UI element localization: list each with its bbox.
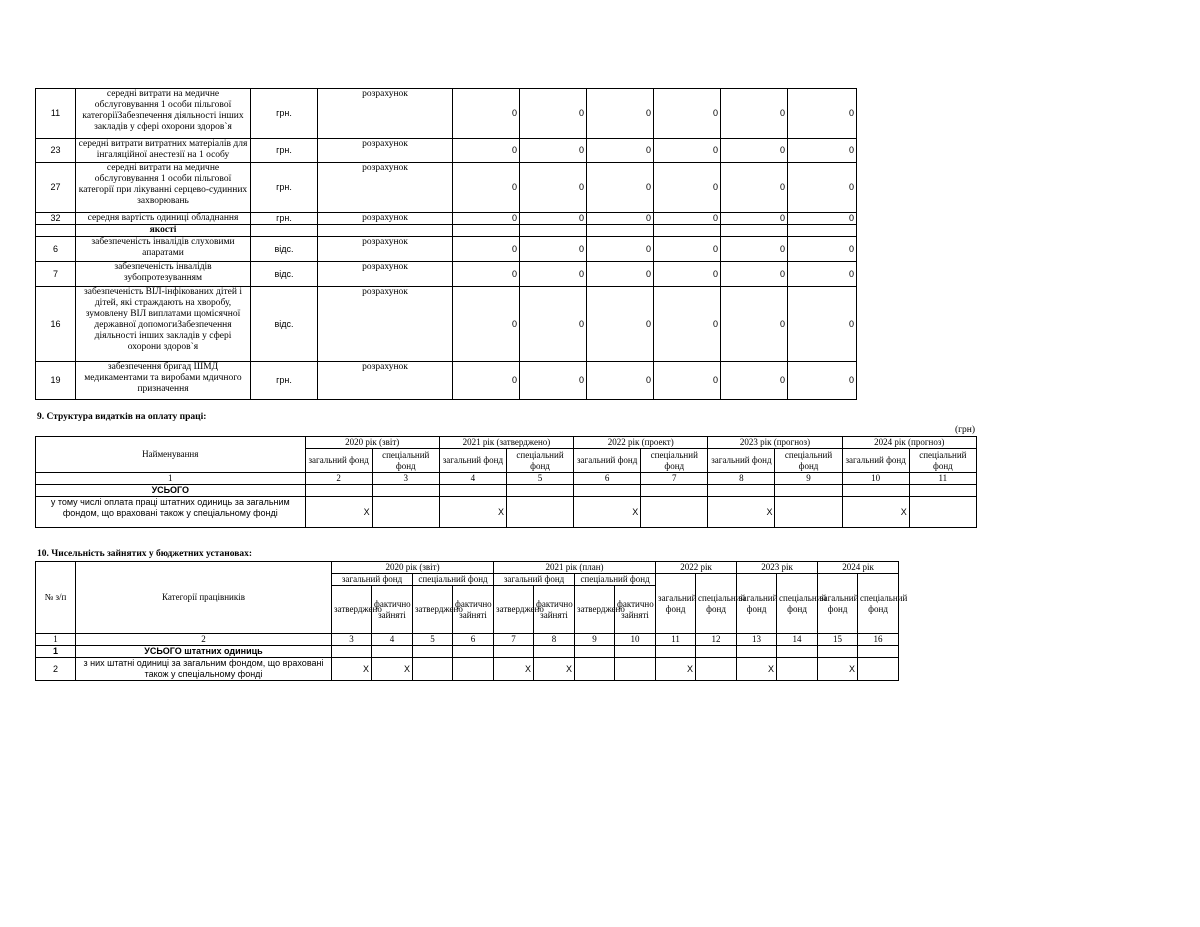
x-mark: X (842, 497, 909, 528)
section-10-title: 10. Чисельність зайнятих у бюджетних установах: (37, 549, 253, 559)
row-num: 6 (36, 237, 76, 262)
table-row (36, 213, 857, 225)
x-mark: X (534, 658, 575, 681)
column-number-row (36, 634, 899, 646)
x-mark: X (708, 497, 775, 528)
staff-count-table (35, 561, 908, 681)
general-fund-header: загальний фонд (708, 449, 775, 473)
col-num: 14 (777, 634, 818, 646)
special-fund-header: спеціальний фонд (575, 574, 656, 586)
value-cell: 0 (721, 262, 788, 287)
value-cell: 0 (788, 287, 857, 362)
value-cell: 0 (788, 262, 857, 287)
salary-structure-table (35, 436, 977, 528)
value-cell: 0 (520, 139, 587, 163)
row-num: 1 (36, 646, 76, 658)
col-num: 1 (36, 473, 306, 485)
value-cell: 0 (587, 89, 654, 139)
unit: відс. (251, 287, 318, 362)
general-fund-header: загальний фонд (494, 574, 575, 586)
value-cell: 0 (587, 163, 654, 213)
value-cell: 0 (453, 213, 520, 225)
value-cell: 0 (520, 262, 587, 287)
general-fund-header: загальний фонд (818, 574, 858, 634)
value-cell: 0 (587, 287, 654, 362)
indicator-name: забезпеченість ВІЛ-інфікованих дітей і дітей, які страждають на хворобу, зумовлену ВІЛ виплатами щомісячної державної допомогиЗабезпечення діяльності інших закладів у сфері охорони здоров`я (76, 287, 251, 362)
value-cell: 0 (721, 139, 788, 163)
table-row (36, 237, 857, 262)
indicator-name: середні витрати на медичне обслуговування 1 особи пільгової категоріїЗабезпечення діяльності інших закладів у сфері охорони здоров`я (76, 89, 251, 139)
indicator-name: забезпеченість інвалідів слуховими апаратами (76, 237, 251, 262)
name-header: Найменування (36, 437, 306, 473)
unit: відс. (251, 262, 318, 287)
year-header: 2023 рік (прогноз) (708, 437, 842, 449)
col-num: 9 (775, 473, 842, 485)
general-fund-header: загальний фонд (305, 449, 372, 473)
value-cell: 0 (587, 139, 654, 163)
row-num: 16 (36, 287, 76, 362)
indicator-name: середні витрати витратних матеріалів для інгаляційної анестезії на 1 особу (76, 139, 251, 163)
year-header: 2020 рік (звіт) (305, 437, 439, 449)
value-cell: 0 (654, 362, 721, 400)
unit: грн. (251, 163, 318, 213)
col-num: 3 (332, 634, 372, 646)
unit: грн. (251, 362, 318, 400)
special-fund-header: спеціальний фонд (506, 449, 573, 473)
value-cell: 0 (587, 262, 654, 287)
table-row (36, 163, 857, 213)
source: розрахунок (318, 237, 453, 262)
col-num: 11 (909, 473, 976, 485)
source: розрахунок (318, 139, 453, 163)
special-fund-header: спеціальний фонд (775, 449, 842, 473)
col-num: 12 (696, 634, 737, 646)
col-num: 6 (574, 473, 641, 485)
table-row (36, 362, 857, 400)
year-header: 2023 рік (737, 562, 818, 574)
year-header: 2024 рік (818, 562, 899, 574)
value-cell: 0 (520, 163, 587, 213)
year-header: 2021 рік (затверджено) (439, 437, 573, 449)
value-cell: 0 (721, 89, 788, 139)
value-cell: 0 (788, 237, 857, 262)
special-fund-header: спеціальний фонд (413, 574, 494, 586)
value-cell: 0 (721, 237, 788, 262)
total-row (36, 646, 899, 658)
special-fund-header: спеціальний фонд (777, 574, 818, 634)
value-cell: 0 (587, 362, 654, 400)
col-num: 5 (506, 473, 573, 485)
total-label: УСЬОГО (36, 485, 306, 497)
table-row (36, 262, 857, 287)
special-fund-header: спеціальний фонд (372, 449, 439, 473)
general-fund-header: загальний фонд (842, 449, 909, 473)
col-num: 10 (842, 473, 909, 485)
indicators-table (35, 88, 857, 400)
value-cell: 0 (788, 163, 857, 213)
value-cell: 0 (721, 163, 788, 213)
source: розрахунок (318, 213, 453, 225)
col-num: 15 (818, 634, 858, 646)
indicator-name: забезпеченість інвалідів зубопротезуванням (76, 262, 251, 287)
actual-header: фактично зайняті (615, 586, 656, 634)
col-num: 8 (708, 473, 775, 485)
source: розрахунок (318, 287, 453, 362)
value-cell: 0 (453, 237, 520, 262)
category-header: Категорії працівників (76, 562, 332, 634)
row-num: 11 (36, 89, 76, 139)
x-mark: X (818, 658, 858, 681)
actual-header: фактично зайняті (453, 586, 494, 634)
year-header: 2024 рік (прогноз) (842, 437, 976, 449)
value-cell: 0 (520, 213, 587, 225)
value-cell: 0 (587, 213, 654, 225)
x-mark: X (494, 658, 534, 681)
col-num: 8 (534, 634, 575, 646)
col-num: 1 (36, 634, 76, 646)
value-cell: 0 (520, 237, 587, 262)
unit: грн. (251, 139, 318, 163)
table-row (36, 658, 899, 681)
table-row (36, 497, 977, 528)
col-num: 6 (453, 634, 494, 646)
row-num: 2 (36, 658, 76, 681)
general-fund-header: загальний фонд (332, 574, 413, 586)
total-label: УСЬОГО штатних одиниць (76, 646, 332, 658)
row-num: 27 (36, 163, 76, 213)
source: розрахунок (318, 262, 453, 287)
source: розрахунок (318, 163, 453, 213)
value-cell: 0 (654, 237, 721, 262)
col-num: 16 (858, 634, 899, 646)
value-cell: 0 (654, 89, 721, 139)
value-cell: 0 (453, 262, 520, 287)
general-fund-header: загальний фонд (737, 574, 777, 634)
row-num: 32 (36, 213, 76, 225)
value-cell: 0 (520, 362, 587, 400)
special-fund-header: спеціальний фонд (696, 574, 737, 634)
group-label: якості (76, 225, 251, 237)
value-cell: 0 (654, 287, 721, 362)
actual-header: фактично зайняті (372, 586, 413, 634)
x-mark: X (656, 658, 696, 681)
row-num: 7 (36, 262, 76, 287)
col-num: 2 (76, 634, 332, 646)
col-num: 7 (641, 473, 708, 485)
x-mark: X (332, 658, 372, 681)
year-header: 2021 рік (план) (494, 562, 656, 574)
x-mark: X (439, 497, 506, 528)
col-num: 7 (494, 634, 534, 646)
special-fund-header: спеціальний фонд (909, 449, 976, 473)
value-cell: 0 (453, 287, 520, 362)
general-fund-header: загальний фонд (574, 449, 641, 473)
indicator-name: забезпечення бригад ШМД медикаментами та виробами мдичного призначення (76, 362, 251, 400)
indicators-table-body (36, 89, 857, 400)
unit-label: (грн) (955, 425, 976, 435)
value-cell: 0 (520, 287, 587, 362)
column-number-row (36, 473, 977, 485)
source: розрахунок (318, 89, 453, 139)
value-cell: 0 (788, 89, 857, 139)
value-cell: 0 (520, 89, 587, 139)
value-cell: 0 (721, 213, 788, 225)
col-num: 3 (372, 473, 439, 485)
year-header: 2022 рік (656, 562, 737, 574)
unit: грн. (251, 213, 318, 225)
approved-header: затверджено (575, 586, 615, 634)
indicator-name: середня вартість одиниці обладнання (76, 213, 251, 225)
approved-header: затверджено (494, 586, 534, 634)
value-cell: 0 (587, 237, 654, 262)
section-9-title: 9. Структура видатків на оплату праці: (37, 412, 207, 422)
x-mark: X (574, 497, 641, 528)
value-cell: 0 (654, 262, 721, 287)
col-num: 4 (439, 473, 506, 485)
group-row (36, 225, 857, 237)
col-num: 5 (413, 634, 453, 646)
value-cell: 0 (788, 139, 857, 163)
value-cell: 0 (721, 362, 788, 400)
x-mark: X (737, 658, 777, 681)
unit: грн. (251, 89, 318, 139)
special-fund-header: спеціальний фонд (641, 449, 708, 473)
approved-header: затверджено (413, 586, 453, 634)
value-cell: 0 (453, 163, 520, 213)
value-cell: 0 (654, 163, 721, 213)
x-mark: X (372, 658, 413, 681)
col-num: 4 (372, 634, 413, 646)
row-label: з них штатні одиниці за загальним фондом, що враховані також у спеціальному фонді (76, 658, 332, 681)
col-num: 10 (615, 634, 656, 646)
table-row (36, 89, 857, 139)
year-header: 2022 рік (проект) (574, 437, 708, 449)
value-cell: 0 (788, 213, 857, 225)
table-row (36, 287, 857, 362)
col-num: 11 (656, 634, 696, 646)
x-mark: X (305, 497, 372, 528)
table-row (36, 139, 857, 163)
approved-header: затверджено (332, 586, 372, 634)
indicator-name: середні витрати на медичне обслуговування 1 особи пільгової категорії при лікуванні серцево-судинних захворювань (76, 163, 251, 213)
value-cell: 0 (788, 362, 857, 400)
row-label: у тому числі оплата праці штатних одиниць за загальним фондом, що враховані також у спеціальному фонді (36, 497, 306, 528)
general-fund-header: загальний фонд (439, 449, 506, 473)
unit: відс. (251, 237, 318, 262)
num-header: № з/п (36, 562, 76, 634)
col-num: 9 (575, 634, 615, 646)
special-fund-header: спеціальний фонд (858, 574, 899, 634)
actual-header: фактично зайняті (534, 586, 575, 634)
value-cell: 0 (721, 287, 788, 362)
year-header: 2020 рік (звіт) (332, 562, 494, 574)
row-num: 19 (36, 362, 76, 400)
value-cell: 0 (654, 213, 721, 225)
col-num: 13 (737, 634, 777, 646)
value-cell: 0 (654, 139, 721, 163)
general-fund-header: загальний фонд (656, 574, 696, 634)
value-cell: 0 (453, 89, 520, 139)
col-num: 2 (305, 473, 372, 485)
source: розрахунок (318, 362, 453, 400)
total-row (36, 485, 977, 497)
value-cell: 0 (453, 139, 520, 163)
value-cell: 0 (453, 362, 520, 400)
row-num: 23 (36, 139, 76, 163)
